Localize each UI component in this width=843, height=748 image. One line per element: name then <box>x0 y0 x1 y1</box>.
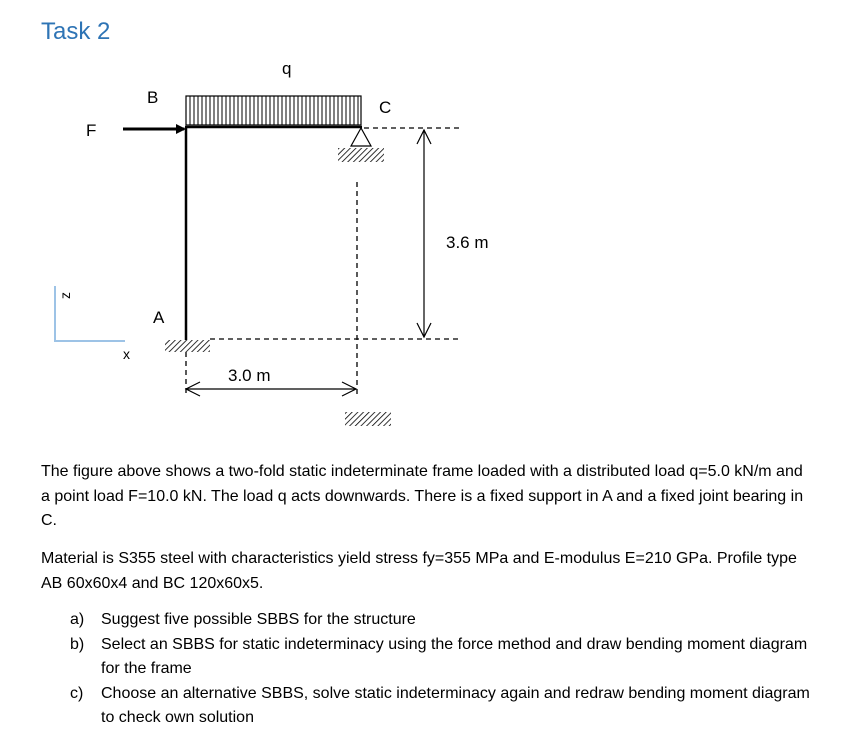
distributed-load-q <box>186 96 361 125</box>
list-marker: b) <box>70 635 85 653</box>
label-height: 3.6 m <box>446 233 489 252</box>
label-q: q <box>282 59 292 78</box>
list-marker: a) <box>70 611 85 628</box>
material-paragraph: Material is S355 steel with characteristics yield stress fy=355 MPa and E-modulus E=210 GPa. Profile type AB 60x60x4 and BC 120x60x5. <box>41 550 797 592</box>
ground-hatch-c <box>345 412 391 426</box>
label-b: B <box>147 88 159 107</box>
list-item-text: Select an SBBS for static indeterminacy using the force method and draw bending moment diagram for the frame <box>101 635 808 677</box>
task-title: Task 2 <box>41 18 111 45</box>
description-paragraph: The figure above shows a two-fold static indeterminate frame loaded with a distributed load q=5.0 kN/m and a point load F=10.0 kN. The load q acts downwards. There is a fixed support in A and a fixed joint bearing in C. <box>41 463 804 529</box>
list-item-text: Suggest five possible SBBS for the structure <box>101 611 416 628</box>
label-c: C <box>379 98 392 117</box>
list-item <box>70 682 810 731</box>
dimension-width <box>186 382 356 396</box>
label-width: 3.0 m <box>228 366 271 385</box>
label-a: A <box>153 308 165 327</box>
fixed-support-a <box>165 340 210 352</box>
list-item-text: Choose an alternative SBBS, solve static indeterminacy again and redraw bending moment diagram to check own solution <box>101 684 810 726</box>
label-z: z <box>57 292 73 299</box>
list-item <box>70 608 810 633</box>
dimension-reference-lines <box>186 128 462 395</box>
task-list <box>70 608 810 731</box>
label-f: F <box>86 121 97 140</box>
dimension-height <box>417 130 431 337</box>
label-x: x <box>123 346 130 362</box>
pin-support-c <box>338 128 384 162</box>
list-item <box>70 633 810 682</box>
list-marker: c) <box>70 684 84 702</box>
